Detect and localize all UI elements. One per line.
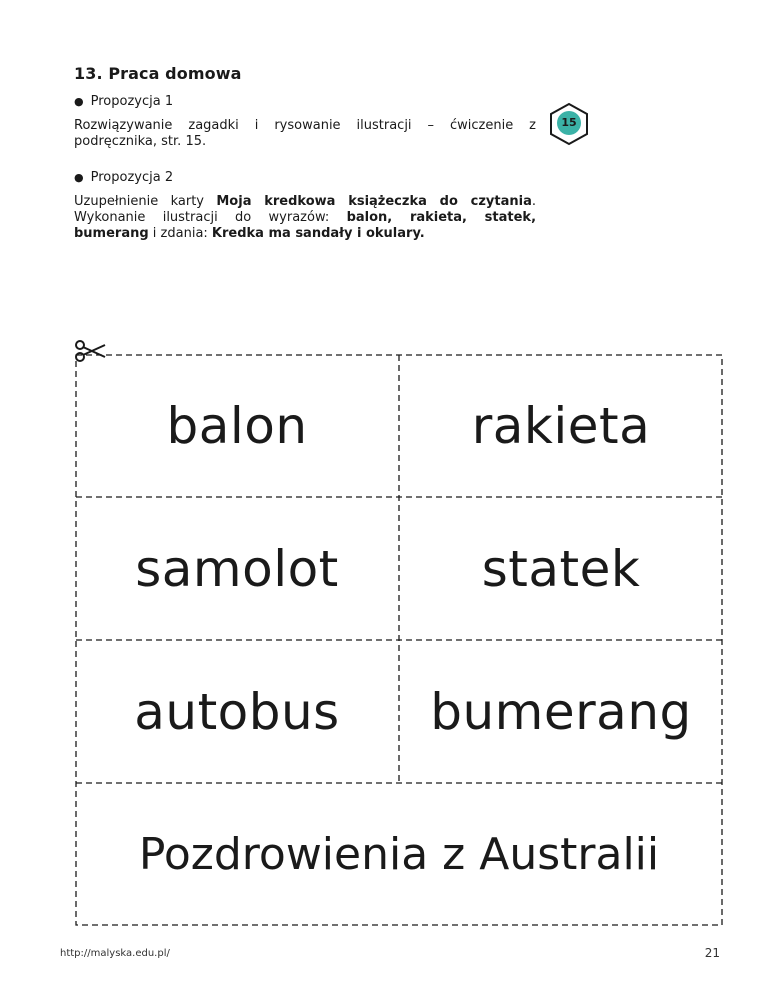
proposal-2-text bbox=[74, 194, 536, 242]
bold-sentence: Kredka ma sandały i okulary. bbox=[211, 226, 425, 241]
badge-number: 15 bbox=[561, 115, 577, 129]
proposal-1-label: Propozycja 1 bbox=[90, 94, 174, 109]
card-word-6: bumerang bbox=[430, 682, 692, 741]
proposal-2-label-row bbox=[74, 170, 173, 185]
proposal-2-label: Propozycja 2 bbox=[90, 170, 174, 185]
proposal-1-text: Rozwiązywanie zagadki i rysowanie ilustracji – ćwiczenie z podręcznika, str. 15. bbox=[74, 118, 536, 149]
card-word-2: rakieta bbox=[471, 396, 651, 455]
footer-url: http://malyska.edu.pl/ bbox=[60, 948, 170, 959]
page-reference-badge bbox=[547, 102, 591, 146]
card-word-5: autobus bbox=[134, 682, 340, 741]
bullet-dot-icon: ● bbox=[74, 171, 84, 184]
cut-out-cards-grid bbox=[75, 354, 723, 926]
card-word-3: samolot bbox=[135, 539, 339, 598]
proposal-1-label-row bbox=[74, 94, 173, 109]
card-word-4: statek bbox=[481, 539, 641, 598]
section-title: 13. Praca domowa bbox=[74, 64, 242, 83]
text-part: . Wykonanie ilustracji do wyrazów: bbox=[74, 194, 537, 225]
bold-words: balon, rakieta, statek, bumerang bbox=[74, 210, 537, 241]
text-part: Uzupełnienie karty bbox=[74, 194, 217, 209]
page-number: 21 bbox=[704, 946, 720, 960]
text-part: i zdania: bbox=[148, 226, 212, 241]
bold-title: Moja kredkowa książeczka do czytania bbox=[216, 194, 532, 209]
bullet-dot-icon: ● bbox=[74, 95, 84, 108]
card-sentence: Pozdrowienia z Australii bbox=[138, 829, 660, 880]
card-word-1: balon bbox=[166, 396, 308, 455]
